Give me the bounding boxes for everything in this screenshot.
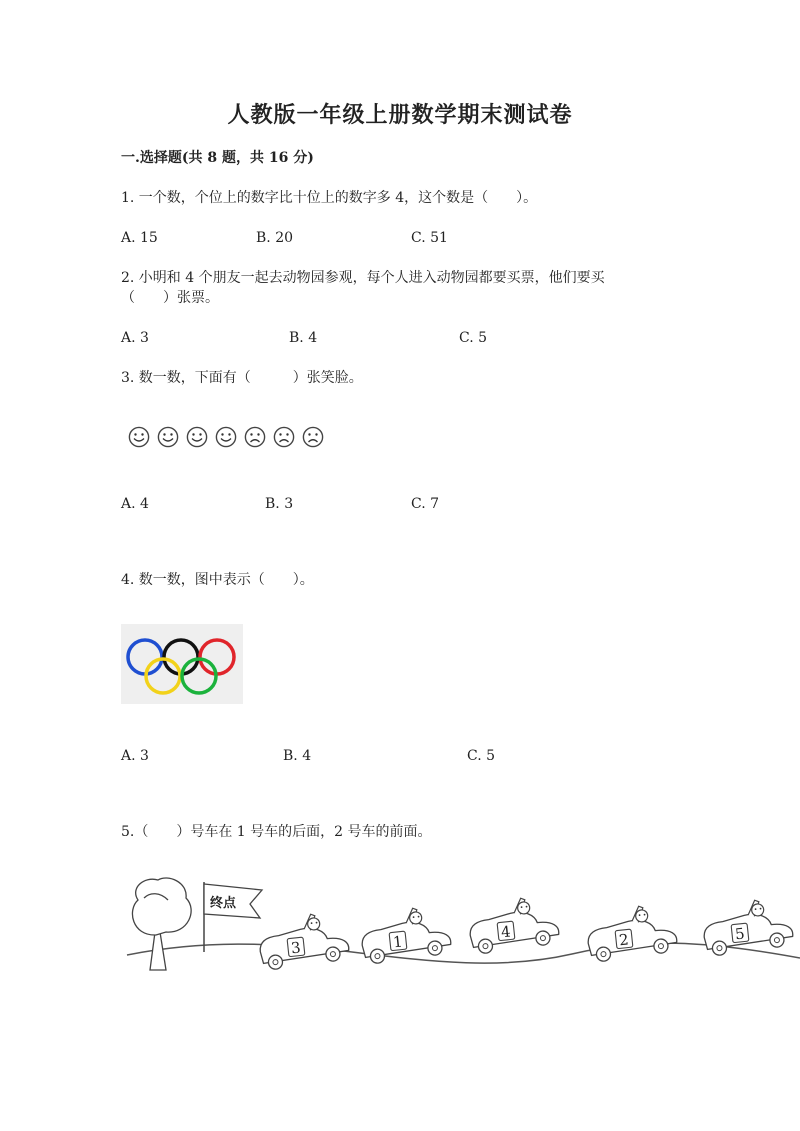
section-heading: 一.选择题(共 8 题，共 16 分) (121, 150, 314, 166)
page-title: 人教版一年级上册数学期末测试卷 (227, 102, 573, 128)
car-number-label: 1 (392, 932, 404, 952)
race-scene-illustration (122, 870, 800, 990)
ring-green (182, 659, 216, 693)
car-number-label: 4 (500, 922, 512, 942)
sad-face-icon (244, 426, 266, 448)
ring-red (200, 640, 234, 674)
car-2 (585, 903, 678, 963)
question-2-stem: 2. 小明和 4 个朋友一起去动物园参观，每个人进入动物园都要买票，他们要买 (121, 270, 605, 286)
ring-blue (128, 640, 162, 674)
smiley-face-icon (157, 426, 179, 448)
q3-option-a[interactable]: A. 4 (121, 496, 149, 512)
question-1-stem: 1. 一个数，个位上的数字比十位上的数字多 4，这个数是（ ）。 (121, 190, 538, 206)
smiley-face-icon (128, 426, 150, 448)
q1-option-c[interactable]: C. 51 (411, 230, 448, 246)
question-3-stem: 3. 数一数，下面有（ ）张笑脸。 (121, 370, 363, 386)
car-4 (467, 895, 560, 955)
q1-option-b[interactable]: B. 20 (256, 230, 294, 246)
finish-flag-label: 终点 (210, 896, 237, 911)
q1-option-a[interactable]: A. 15 (121, 230, 158, 246)
car-5 (701, 897, 794, 957)
sad-face-icon (273, 426, 295, 448)
question-5-stem: 5.（ ）号车在 1 号车的后面，2 号车的前面。 (121, 824, 432, 840)
question-2-stem-cont: （ ）张票。 (121, 290, 219, 306)
ring-black (164, 640, 198, 674)
finish-flag-icon (204, 882, 262, 952)
road-line (127, 943, 800, 963)
q2-option-b[interactable]: B. 4 (289, 330, 318, 346)
q3-option-c[interactable]: C. 7 (411, 496, 440, 512)
smiley-face-icon (215, 426, 237, 448)
car-number-label: 2 (618, 930, 630, 950)
q4-option-b[interactable]: B. 4 (283, 748, 312, 764)
q4-option-c[interactable]: C. 5 (467, 748, 496, 764)
smiley-face-icon (186, 426, 208, 448)
q2-option-c[interactable]: C. 5 (459, 330, 488, 346)
ring-yellow (146, 659, 180, 693)
tree-icon (132, 878, 191, 970)
car-1 (359, 905, 452, 965)
question-4-stem: 4. 数一数，图中表示（ ）。 (121, 572, 314, 588)
car-number-label: 5 (734, 924, 746, 944)
q4-option-a[interactable]: A. 3 (121, 748, 149, 764)
q2-option-a[interactable]: A. 3 (121, 330, 149, 346)
q3-option-b[interactable]: B. 3 (265, 496, 294, 512)
car-3 (257, 911, 350, 971)
sad-face-icon (302, 426, 324, 448)
olympic-rings-image (121, 624, 243, 704)
car-number-label: 3 (290, 938, 302, 958)
